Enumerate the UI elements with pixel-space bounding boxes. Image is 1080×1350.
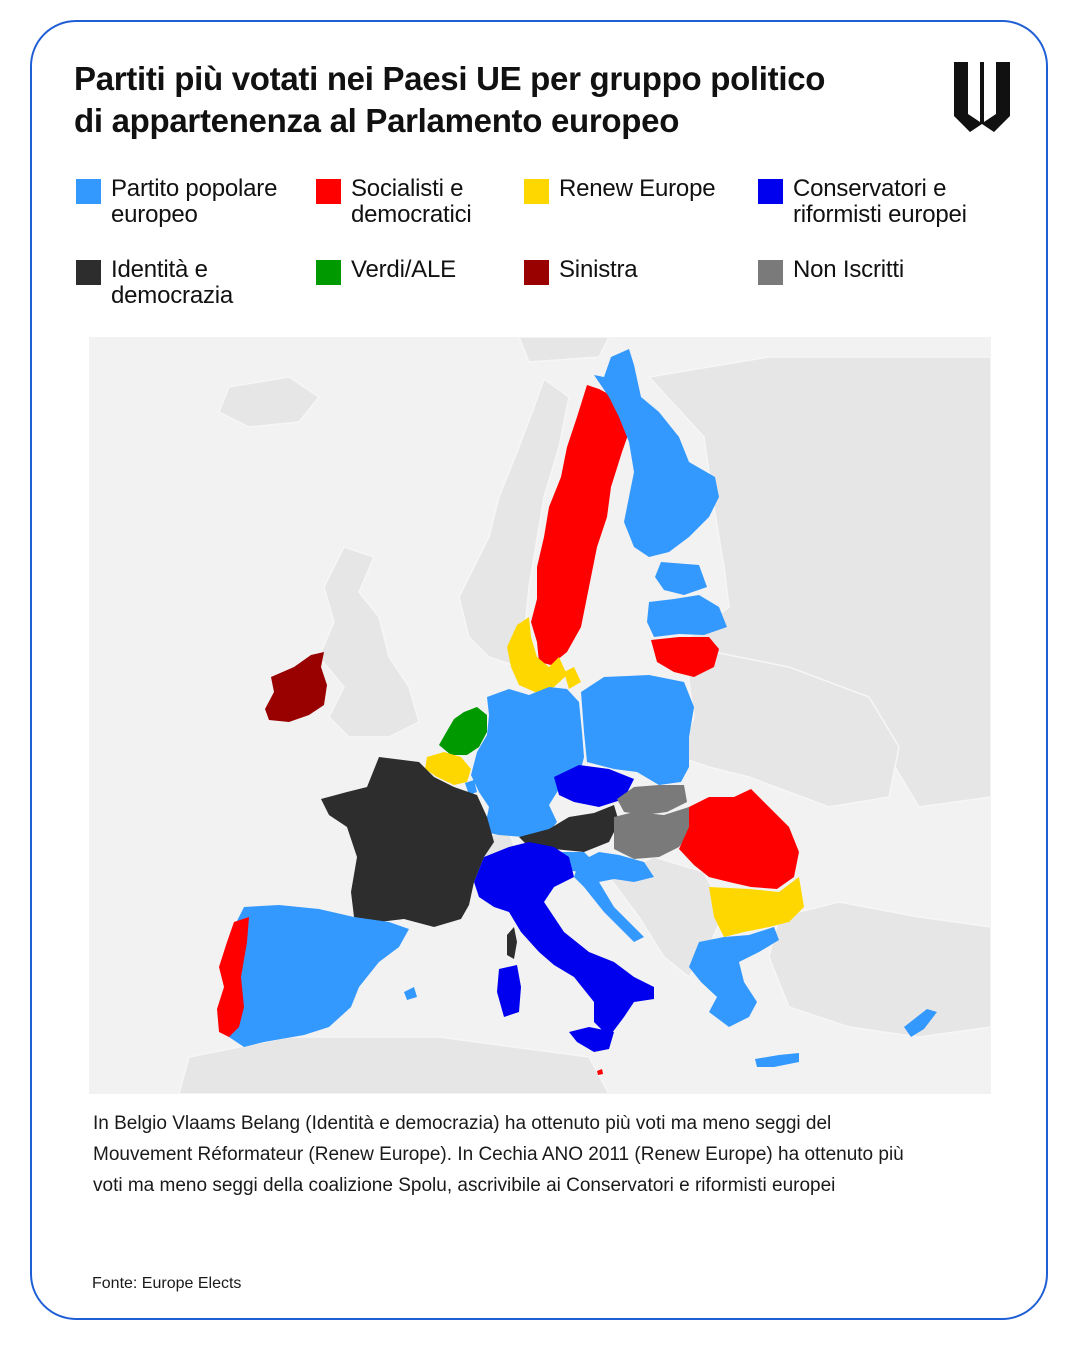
legend-item-ni bbox=[758, 257, 993, 285]
legend-swatch bbox=[76, 260, 101, 285]
legend-item-id bbox=[76, 257, 261, 309]
page-title bbox=[74, 58, 924, 142]
legend-swatch bbox=[316, 179, 341, 204]
legend-item-ppe bbox=[76, 176, 301, 228]
publisher-logo bbox=[954, 62, 1010, 132]
title-line-1: Partiti più votati nei Paesi UE per gruppo politico bbox=[74, 60, 826, 97]
title-line-2: di appartenenza al Parlamento europeo bbox=[74, 102, 680, 139]
legend-label: Non Iscritti bbox=[793, 256, 904, 283]
crete bbox=[755, 1053, 799, 1067]
source-label: Fonte: Europe Elects bbox=[92, 1275, 242, 1292]
legend-label: Conservatori e riformisti europei bbox=[793, 175, 967, 228]
legend-swatch bbox=[76, 179, 101, 204]
iceland bbox=[219, 377, 319, 427]
sardinia bbox=[497, 965, 521, 1017]
map-legend bbox=[76, 176, 1016, 316]
map-svg bbox=[89, 337, 991, 1094]
turkey bbox=[769, 902, 991, 1037]
germany bbox=[471, 687, 584, 837]
legend-label: Identità e democrazia bbox=[111, 256, 234, 309]
legend-label: Partito popolare europeo bbox=[111, 175, 278, 228]
greece bbox=[689, 927, 779, 1027]
legend-item-renew bbox=[524, 176, 759, 204]
legend-item-sinistra bbox=[524, 257, 759, 285]
united-kingdom bbox=[319, 547, 419, 737]
ireland bbox=[265, 652, 327, 722]
balearic bbox=[404, 987, 417, 1000]
spain bbox=[229, 905, 409, 1047]
svalbard-area bbox=[519, 337, 609, 362]
legend-swatch bbox=[316, 260, 341, 285]
corsica bbox=[507, 927, 517, 959]
legend-swatch bbox=[524, 260, 549, 285]
legend-label: Socialisti e democratici bbox=[351, 175, 472, 228]
legend-item-sd bbox=[316, 176, 501, 228]
legend-item-ecr bbox=[758, 176, 993, 228]
europe-map bbox=[89, 337, 991, 1094]
latvia bbox=[647, 595, 727, 637]
malta bbox=[597, 1069, 603, 1075]
legend-swatch bbox=[758, 260, 783, 285]
legend-swatch bbox=[524, 179, 549, 204]
legend-item-verdi bbox=[316, 257, 551, 285]
legend-label: Verdi/ALE bbox=[351, 256, 456, 283]
legend-label: Sinistra bbox=[559, 256, 638, 283]
legend-label: Renew Europe bbox=[559, 175, 716, 202]
legend-swatch bbox=[758, 179, 783, 204]
footnote: In Belgio Vlaams Belang (Identità e democrazia) ha ottenuto più voti ma meno seggi del Mouvement Réformateur (Renew Europe). In Cechia ANO 2011 (Renew Europe) ha ottenuto più voti ma meno seggi della coalizione Spolu, ascrivibile ai Conservatori e riformisti europei bbox=[93, 1113, 904, 1196]
estonia bbox=[655, 562, 707, 595]
denmark-islands bbox=[564, 667, 581, 689]
sicily bbox=[569, 1027, 614, 1052]
